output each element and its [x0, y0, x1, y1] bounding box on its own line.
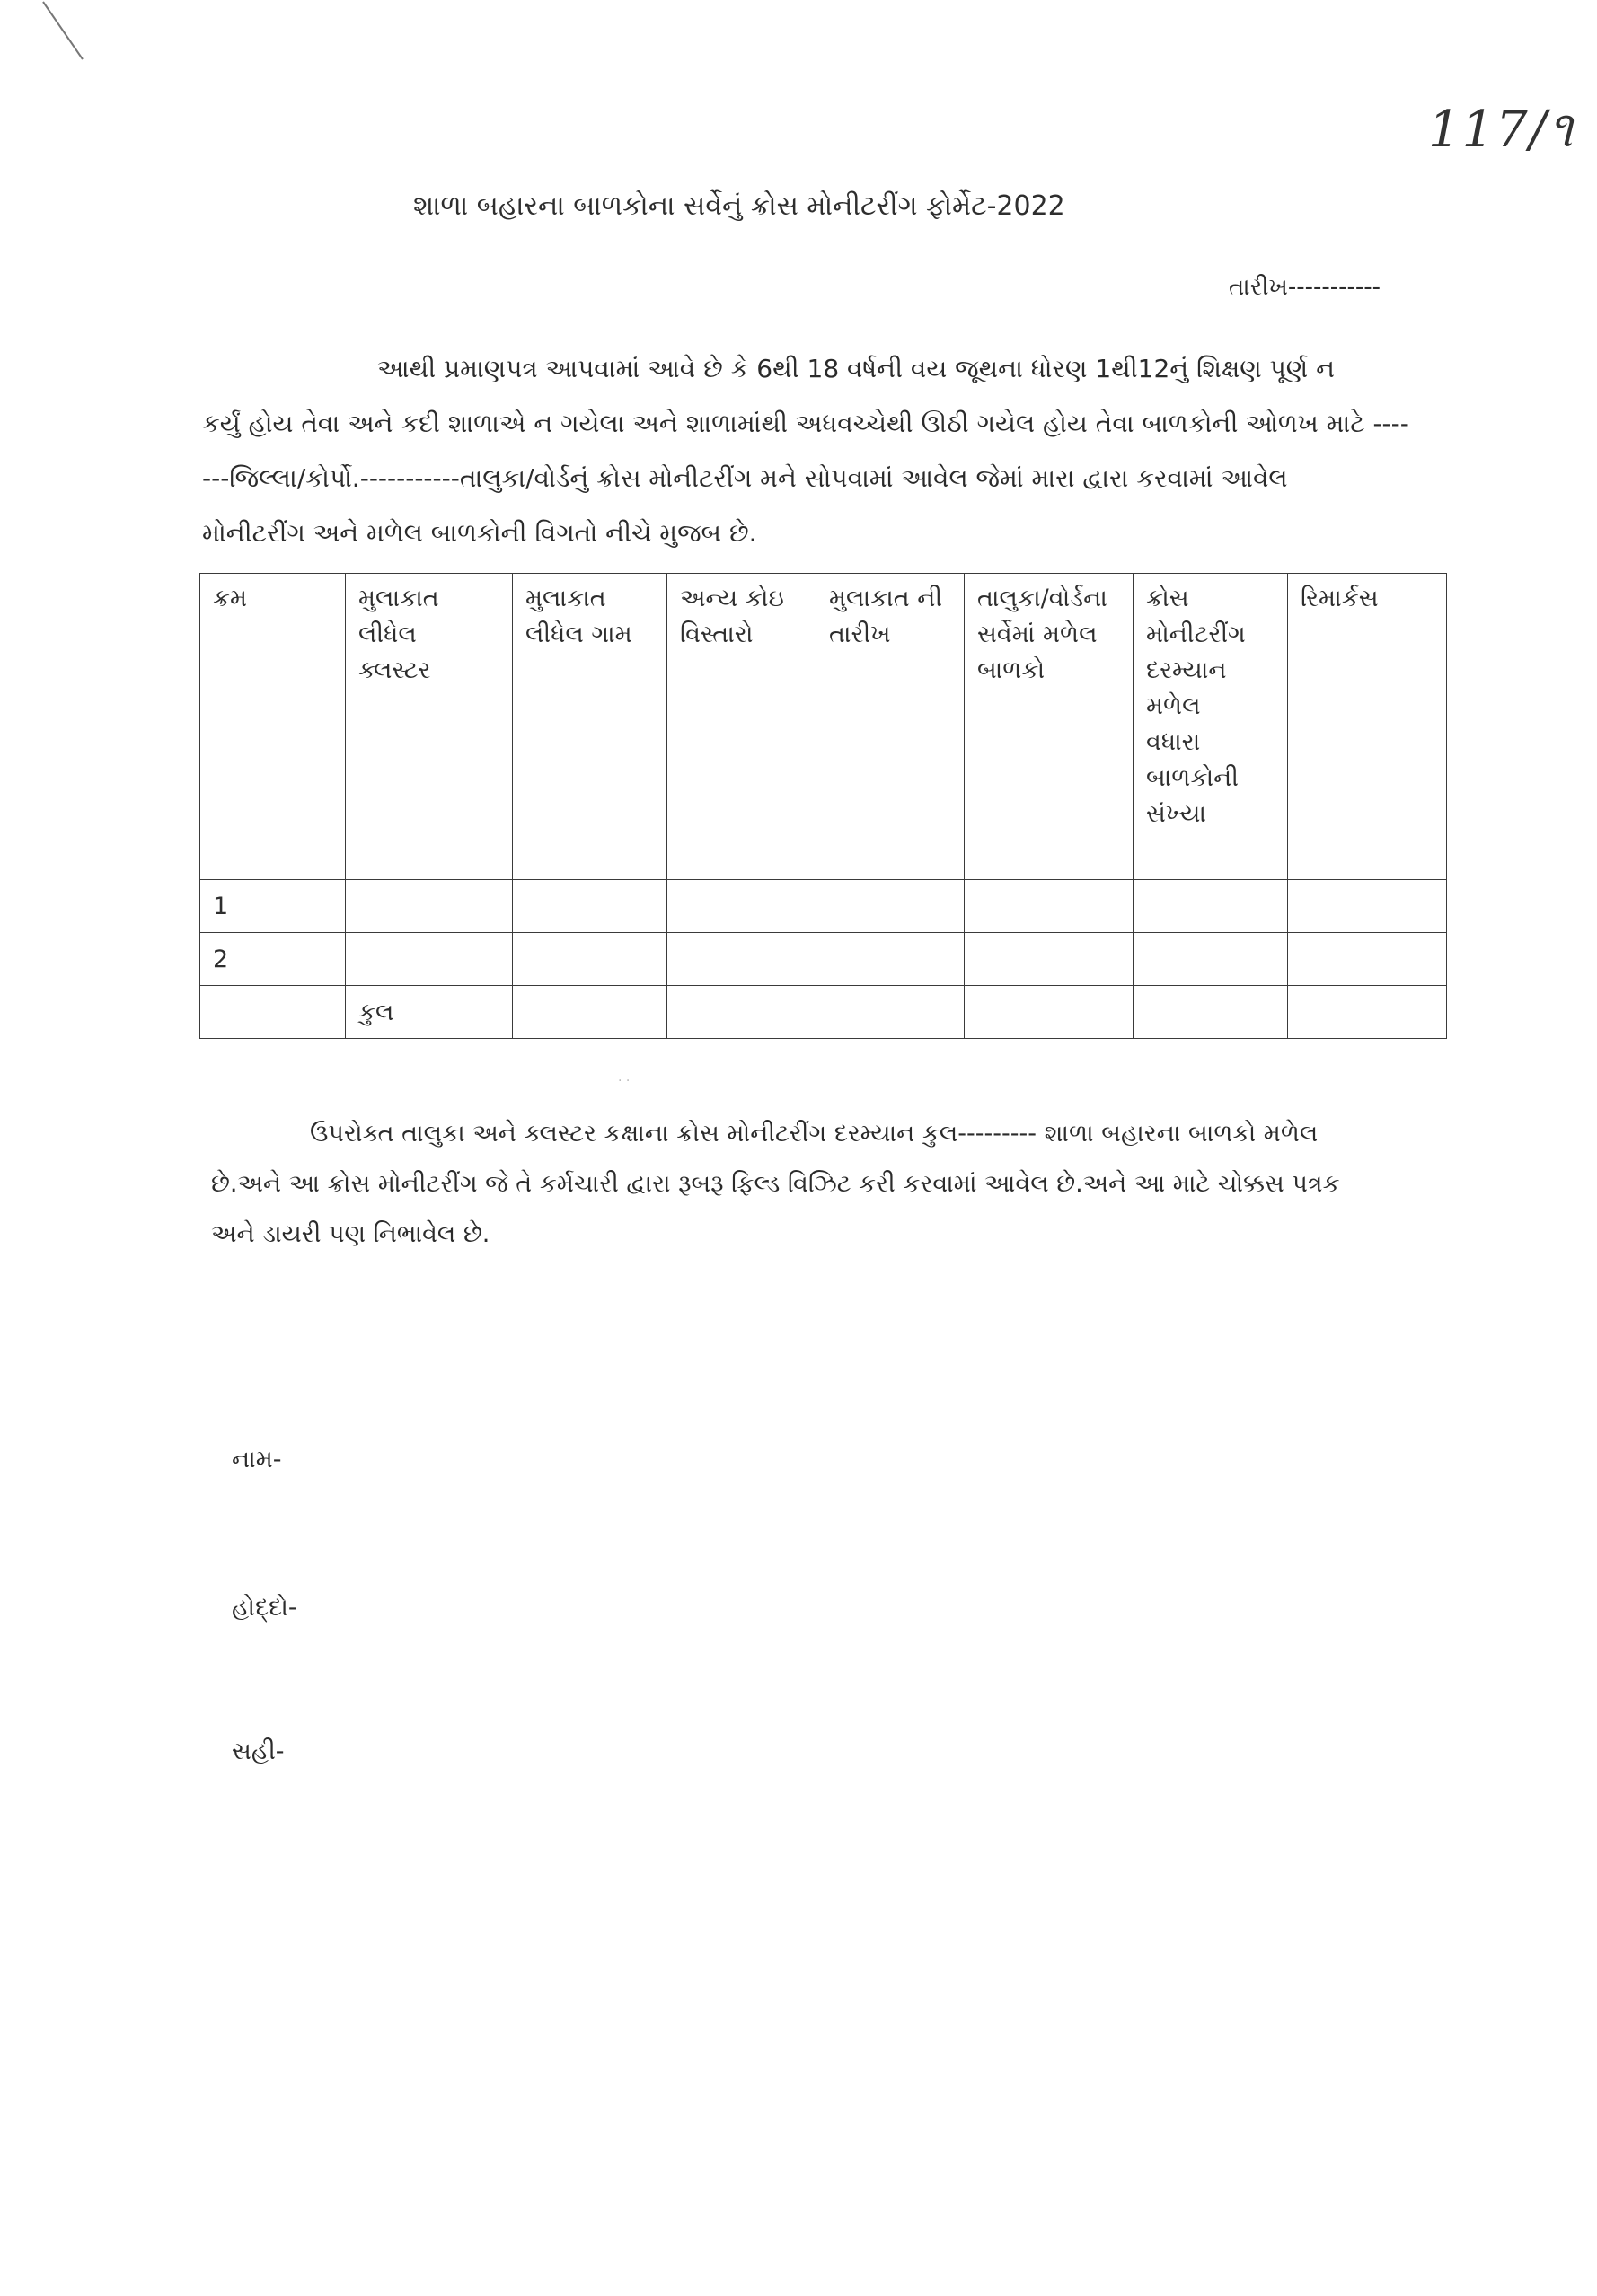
handwritten-page-number: 117/૧ — [1428, 101, 1575, 159]
table-cell — [667, 933, 816, 986]
name-label: નામ- — [232, 1446, 282, 1473]
table-cell — [965, 986, 1134, 1039]
summary-paragraph — [211, 1109, 1340, 1260]
table-cell — [965, 880, 1134, 933]
date-field: તારીખ----------- — [1229, 274, 1381, 301]
total-label: કુલ — [346, 986, 513, 1039]
scan-smudge: · · — [618, 1074, 631, 1088]
table-cell — [816, 986, 965, 1039]
table-cell — [1288, 986, 1447, 1039]
header-village: મુલાકાત લીધેલ ગામ — [513, 574, 667, 880]
table-header-row — [200, 574, 1447, 880]
table-cell — [965, 933, 1134, 986]
paragraph-line: ઉપરોક્ત તાલુકા અને ક્લસ્ટર કક્ષાના ક્રોસ મોનીટરીંગ દરમ્યાન કુલ--------- શાળા બહારના બાળકો મળેલ — [310, 1120, 1319, 1148]
table-cell — [1134, 986, 1288, 1039]
table-cell — [513, 986, 667, 1039]
header-serial: ક્રમ — [200, 574, 346, 880]
table-cell — [816, 880, 965, 933]
table-cell — [667, 986, 816, 1039]
table-cell — [200, 986, 346, 1039]
monitoring-table — [199, 573, 1447, 1039]
paragraph-line: આથી પ્રમાણપત્ર આપવામાં આવે છે કે 6થી 18 વર્ષની વય જૂથના ધોરણ 1થી12નું શિક્ષણ પૂર્ણ ન — [377, 354, 1335, 383]
table-row — [200, 933, 1447, 986]
scan-corner-mark — [36, 0, 90, 63]
signature-label: સહી- — [232, 1737, 285, 1765]
table-cell — [1288, 880, 1447, 933]
table-total-row — [200, 986, 1447, 1039]
table-cell: 2 — [200, 933, 346, 986]
paragraph-line: કર્યું હોય તેવા અને કદી શાળાએ ન ગયેલા અને શાળામાંથી અધવચ્ચેથી ઊઠી ગયેલ હોય તેવા બાળકોની ઓળખ માટે ---- — [202, 409, 1409, 438]
paragraph-line: અને ડાયરી પણ નિભાવેલ છે. — [211, 1220, 490, 1248]
header-survey-children: તાલુકા/વોર્ડના સર્વેમાં મળેલ બાળકો — [965, 574, 1134, 880]
certificate-paragraph — [202, 341, 1409, 560]
table-cell — [513, 880, 667, 933]
table-cell — [816, 933, 965, 986]
header-remarks: રિમાર્કસ — [1288, 574, 1447, 880]
header-visit-date: મુલાકાત ની તારીખ — [816, 574, 965, 880]
table-row — [200, 880, 1447, 933]
table-cell: 1 — [200, 880, 346, 933]
table-cell — [346, 880, 513, 933]
paragraph-line: છે.અને આ ક્રોસ મોનીટરીંગ જે તે કર્મચારી દ્વારા રૂબરૂ ફિલ્ડ વિઝિટ કરી કરવામાં આવેલ છે.અને આ માટે ચોક્કસ પત્રક — [211, 1170, 1340, 1198]
table-cell — [1134, 880, 1288, 933]
header-additional-children: ક્રોસ મોનીટરીંગ દરમ્યાન મળેલ વધારા બાળકોની સંખ્યા — [1134, 574, 1288, 880]
table-cell — [513, 933, 667, 986]
table-cell — [667, 880, 816, 933]
paragraph-line: ---જિલ્લા/કોર્પો.-----------તાલુકા/વોર્ડનું ક્રોસ મોનીટરીંગ મને સોપવામાં આવેલ જેમાં મારા દ્વારા કરવામાં આવેલ — [202, 463, 1288, 493]
designation-label: હોદ્દો- — [232, 1594, 297, 1622]
table-cell — [1288, 933, 1447, 986]
table-cell — [1134, 933, 1288, 986]
document-title: શાળા બહારના બાળકોના સર્વેનું ક્રોસ મોનીટરીંગ ફોર્મેટ-2022 — [413, 190, 1065, 222]
header-cluster: મુલાકાત લીધેલ ક્લસ્ટર — [346, 574, 513, 880]
table-cell — [346, 933, 513, 986]
header-other-areas: અન્ય કોઇ વિસ્તારો — [667, 574, 816, 880]
paragraph-line: મોનીટરીંગ અને મળેલ બાળકોની વિગતો નીચે મુજબ છે. — [202, 518, 757, 548]
